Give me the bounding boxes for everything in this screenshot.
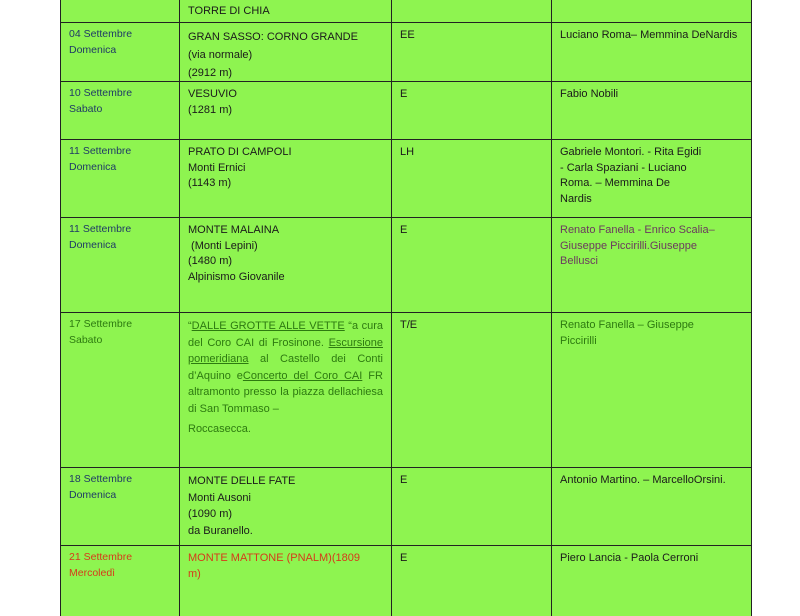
destination-line: (1143 m) <box>188 177 232 189</box>
excursion-schedule-table <box>60 0 752 616</box>
leader-line: Piero Lancia - Paola Cerroni <box>560 552 699 564</box>
weekday-text: Domenica <box>69 488 117 501</box>
date-cell <box>61 23 180 81</box>
leaders-cell <box>552 546 751 616</box>
table-row <box>61 0 751 23</box>
table-row <box>61 546 751 616</box>
destination-line: (1090 m) <box>188 508 233 520</box>
leader-line: Renato Fanella – Giuseppe <box>560 319 694 331</box>
leaders-cell <box>552 313 751 467</box>
destination-line: (2912 m) <box>188 67 233 79</box>
leader-line: - Carla Spaziani - Luciano <box>560 161 687 174</box>
destination-line: (1281 m) <box>188 103 233 116</box>
leader-line: Bellusci <box>560 255 598 267</box>
destination-line: Monti Ernici <box>188 161 246 174</box>
difficulty-text: E <box>400 474 408 486</box>
destination-line: PRATO DI CAMPOLI <box>188 146 292 158</box>
date-cell <box>61 546 180 616</box>
destination-cell <box>180 140 392 217</box>
leader-line: Giuseppe Piccirilli.Giuseppe <box>560 239 697 252</box>
date-text: 10 Settembre <box>69 87 133 99</box>
destination-line: (Monti Lepini) <box>188 239 258 252</box>
leader-line: Antonio Martino. – MarcelloOrsini. <box>560 474 726 486</box>
destination-cell <box>180 0 392 22</box>
event-title-link[interactable]: DALLE GROTTE ALLE VETTE <box>191 320 345 332</box>
table-row <box>61 23 751 82</box>
quote-mark: “ <box>188 320 192 332</box>
destination-line: TORRE DI CHIA <box>188 5 270 17</box>
event-description: FR altramonto presso la piazza dellachiesa di San Tommaso – <box>188 369 383 415</box>
difficulty-cell <box>392 0 552 22</box>
leader-line: Nardis <box>560 192 592 205</box>
destination-line: VESUVIO <box>188 88 237 100</box>
leaders-cell <box>552 218 751 312</box>
leaders-cell <box>552 82 751 139</box>
leader-line: Renato Fanella - Enrico Scalia– <box>560 224 715 236</box>
leader-line: Roma. – Memmina De <box>560 177 671 189</box>
concert-link[interactable]: Concerto del Coro CAI <box>242 369 363 382</box>
date-text: 04 Settembre <box>69 28 133 40</box>
table-row <box>61 468 751 546</box>
leaders-cell <box>552 0 751 22</box>
difficulty-text: LH <box>400 146 415 158</box>
date-cell <box>61 218 180 312</box>
excursion-link[interactable]: Escursione pomeridiana <box>188 336 383 365</box>
destination-cell <box>180 23 392 81</box>
weekday-text: Mercoledì <box>69 566 116 579</box>
leaders-cell <box>552 468 751 545</box>
destination-line: Alpinismo Giovanile <box>188 270 285 283</box>
destination-line: GRAN SASSO: CORNO GRANDE <box>188 31 358 43</box>
difficulty-text: E <box>400 88 408 100</box>
difficulty-text: E <box>400 224 408 236</box>
destination-cell <box>180 218 392 312</box>
leader-line: Fabio Nobili <box>560 88 619 100</box>
destination-line: da Buranello. <box>188 524 253 537</box>
destination-line: MONTE DELLE FATE <box>188 475 296 487</box>
difficulty-text: T/E <box>400 319 418 331</box>
event-description: “a cura del Coro CAI di Frosinone. <box>188 320 383 349</box>
difficulty-text: E <box>400 552 408 564</box>
weekday-text: Domenica <box>69 160 117 173</box>
weekday-text: Sabato <box>69 333 103 346</box>
date-text: 17 Settembre <box>69 318 133 330</box>
weekday-text: Sabato <box>69 102 103 115</box>
table-row <box>61 140 751 218</box>
date-text: 21 Settembre <box>69 551 133 563</box>
destination-cell <box>180 546 392 616</box>
difficulty-cell <box>392 218 552 312</box>
date-cell <box>61 0 180 22</box>
difficulty-cell <box>392 313 552 467</box>
date-text: 11 Settembre <box>69 145 132 157</box>
destination-line: MONTE MALAINA <box>188 224 280 236</box>
destination-cell <box>180 82 392 139</box>
destination-cell <box>180 313 392 467</box>
table-row <box>61 218 751 313</box>
destination-cell <box>180 468 392 545</box>
leaders-cell <box>552 140 751 217</box>
date-cell <box>61 468 180 545</box>
date-cell <box>61 82 180 139</box>
difficulty-cell <box>392 140 552 217</box>
difficulty-cell <box>392 82 552 139</box>
difficulty-cell <box>392 468 552 545</box>
weekday-text: Domenica <box>69 238 117 251</box>
destination-line: (1480 m) <box>188 255 233 267</box>
destination-line: m) <box>188 567 201 580</box>
leader-line: Gabriele Montori. - Rita Egidi <box>560 146 702 158</box>
event-description: al Castello dei Conti d’Aquino e <box>188 353 383 382</box>
difficulty-text: EE <box>400 29 415 41</box>
table-row <box>61 82 751 140</box>
weekday-text: Domenica <box>69 43 117 56</box>
date-cell <box>61 313 180 467</box>
destination-line: (via normale) <box>188 49 253 61</box>
date-text: 11 Settembre <box>69 223 132 235</box>
destination-line: MONTE MATTONE (PNALM)(1809 <box>188 552 360 564</box>
leader-line: Luciano Roma– Memmina DeNardis <box>560 29 738 41</box>
table-row <box>61 313 751 468</box>
leaders-cell <box>552 23 751 81</box>
destination-line: Roccasecca. <box>188 423 251 435</box>
destination-line: Monti Ausoni <box>188 491 251 504</box>
difficulty-cell <box>392 546 552 616</box>
leader-line: Piccirilli <box>560 334 597 347</box>
difficulty-cell <box>392 23 552 81</box>
date-cell <box>61 140 180 217</box>
date-text: 18 Settembre <box>69 473 133 485</box>
